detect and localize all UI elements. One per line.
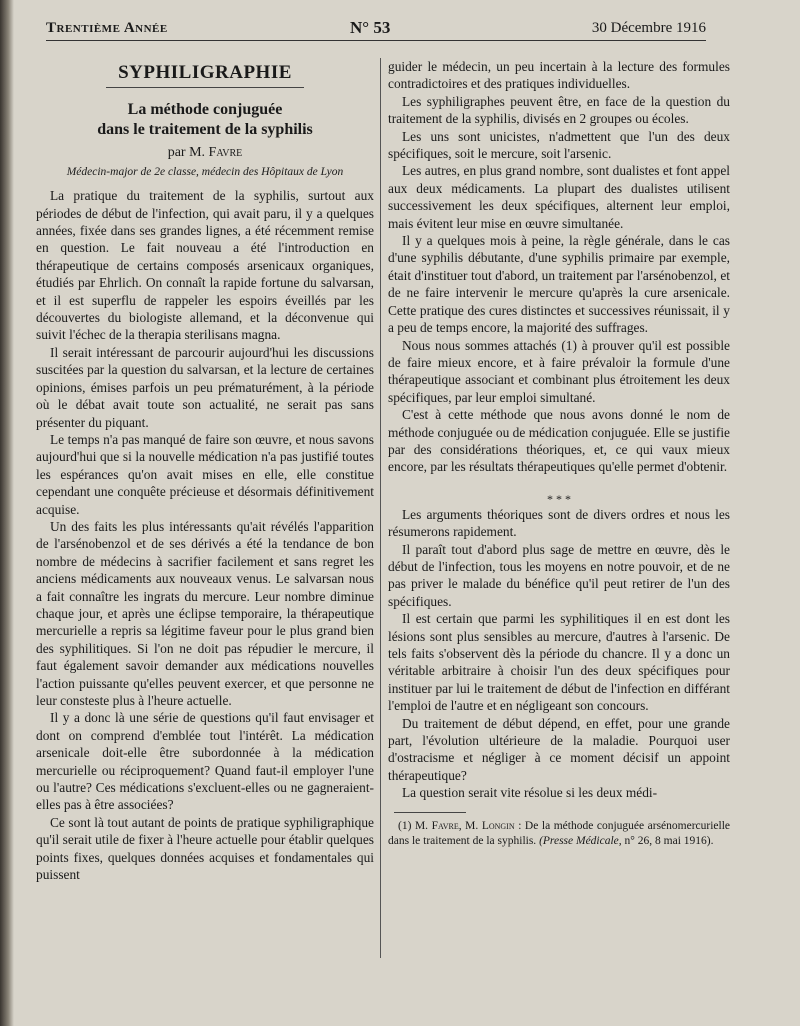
paragraph: Il serait intéressant de parcourir aujourd'hui les discussions suscitées par la question du salvarsan, et la lecture de certaines opinions, émises parfois un peu prématurément, à la période où le débat avait toute son actualité, ne serait pas sans présenter du piquant. xyxy=(36,344,374,430)
article-title xyxy=(36,100,374,140)
section-separator: * * * xyxy=(547,491,571,506)
section-title: SYPHILIGRAPHIE xyxy=(106,64,304,88)
paragraph: Les autres, en plus grand nombre, sont dualistes et font appel aux deux médicaments. La plupart des dualistes utilisent successivement les deux spécifiques, alternent leur emploi, mais évitent leur mise en œuvre simultanée. xyxy=(388,163,730,231)
byline-prefix: par M. xyxy=(167,145,206,161)
paragraph: La pratique du traitement de la syphilis, surtout aux périodes de début de l'infection, qui avait paru, il y a quelques années, fixée dans ses grandes lignes, a été récemment remise en question. Le fait nouveau a été l'introduction en thérapeutique de certains composés arsenicaux organiques, étudiés par Ehrlich. On connaît la rapide fortune du salvarsan, et il est superflu de rappeler les espoirs éveillés par les découvertes du biologiste allemand, et la déconvenue qui suivit l'échec de la therapia sterilisans magna. xyxy=(36,188,374,343)
paragraph: Il paraît tout d'abord plus sage de mettre en œuvre, dès le début de l'infection, tous les moyens en notre pouvoir, et de ne pas priver le malade du bénéfice qu'il peut retirer de l'un des spécifiques. xyxy=(388,541,730,609)
paragraph: Les uns sont unicistes, n'admettent que l'un des deux spécifiques, soit le mercure, soit l'arsenic. xyxy=(388,128,730,162)
header-volume: Trentième Année xyxy=(46,20,168,36)
paragraph: Il y a quelques mois à peine, la règle générale, dans le cas d'une syphilis débutante, d'une syphilis primaire par exemple, était d'instituer tout d'abord, un traitement par l'arsénobenzol, et de ne faire intervenir le mercure qu'après la cure arsenicale. Cette pratique des cures distinctes et successives réunissait, il y a peu de temps encore, la majorité des suffrages. xyxy=(388,233,730,336)
header-issue-number: N° 53 xyxy=(350,18,391,37)
paragraph: Du traitement de début dépend, en effet, pour une grande part, l'évolution ultérieure de la maladie. Pourquoi user d'ostracisme et négliger à ce moment décisif un appoint thérapeutique? xyxy=(388,715,730,783)
footnote xyxy=(388,819,730,849)
paragraph: Un des faits les plus intéressants qu'ait révélés l'apparition de l'arsénobenzol et de ses dérivés a été la tendance de bon nombre de médecins à sacrifier facilement et sans regret les anciens médicaments aux nouveaux venus. Le salvarsan nous a fait connaître les ingrats du mercure. Leur nombre diminue chaque jour, et après une éclipse temporaire, la thérapeutique mercurielle a repris sa légitime faveur pour le plus grand bien des syphilitiques. Si l'on ne doit pas répudier le mercure, il faut également savoir demander aux médications nouvelles l'action puissante qu'elles peuvent exercer, et que personne ne leur consteste plus à l'heure actuelle. xyxy=(36,518,374,708)
paragraph: Ce sont là tout autant de points de pratique syphiligraphique qu'il serait utile de fixer à l'heure actuelle pour établir quelques points fixes, quelques données acquises et fondamentales qui puissent xyxy=(36,814,374,883)
footnote-marker: (1) M. xyxy=(398,819,429,832)
page-binding-shadow xyxy=(0,0,14,1026)
footnote-author-2: Longin xyxy=(481,819,515,832)
footnote-separator: , M. xyxy=(458,819,479,832)
footnote-rule xyxy=(394,812,466,813)
paragraph: Le temps n'a pas manqué de faire son œuvre, et nous savons aujourd'hui que si la nouvelle médication n'a pas justifié toutes les espérances qu'on avait mises en elle, elle constitue cependant une conquête précieuse et désormais définitivement acquise. xyxy=(36,431,374,517)
footnote-text: : De la méthode conjuguée arsénomercurielle dans le traitement de la syphilis. xyxy=(388,819,731,847)
article-title-line-1: La méthode conjuguée xyxy=(127,101,283,119)
paragraph: Les arguments théoriques sont de divers ordres et nous les résumerons rapidement. xyxy=(388,506,730,540)
paragraph: Les syphiligraphes peuvent être, en face de la question du traitement de la syphilis, divisés en 2 groupes ou écoles. xyxy=(388,93,730,127)
page-header xyxy=(46,18,706,41)
paragraph: C'est à cette méthode que nous avons donné le nom de méthode conjuguée ou de médication conjuguée. Elle se justifie par des considérations théoriques, et, ce qui vaux mieux encore, par les résultats thérapeutiques qu'elle permet d'obtenir. xyxy=(388,407,730,475)
paragraph: Il est certain que parmi les syphilitiques il en est dont les lésions sont plus sensibles au mercure, d'autres à l'arsenic. De tels faits s'observent dès la période du chancre. Il y a donc un véritable arbitraire à choisir l'un des deux spécifiques pour instituer par lui le traitement de début de l'infection en différant l'emploi de l'autre et en négligeant son concours. xyxy=(388,611,730,714)
paragraph: guider le médecin, un peu incertain à la lecture des formules contradictoires et des pratiques individuelles. xyxy=(388,59,730,92)
footnote-journal: (Presse Médicale, xyxy=(539,834,622,847)
footnote-reference: n° 26, 8 mai 1916). xyxy=(624,834,714,847)
left-column xyxy=(36,58,374,883)
paragraph: Il y a donc là une série de questions qu'il faut envisager et dont on comprend d'emblée tout l'intérêt. La médication arsenicale doit-elle être subordonnée à la médication mercurielle ou réciproquement? Quand faut-il employer l'une ou l'autre? Ces médications s'excluent-elles ou ne gagneraient-elles pas à être associées? xyxy=(36,710,374,813)
header-date: 30 Décembre 1916 xyxy=(591,20,706,36)
paragraph: La question serait vite résolue si les deux médi- xyxy=(402,785,658,801)
paragraph: Nous nous sommes attachés (1) à prouver qu'il est possible de faire mieux encore, et à faire prévaloir la formule d'une thérapeutique associant et combinant plus étroitement les deux spécifiques, par leur emploi simultané. xyxy=(388,337,730,405)
right-column xyxy=(388,58,730,849)
column-divider xyxy=(380,58,381,958)
article-title-line-2: dans le traitement de la syphilis xyxy=(97,121,313,139)
byline-author: Favre xyxy=(208,145,243,161)
footnote-author-1: Favre xyxy=(431,819,459,832)
article-byline xyxy=(36,144,374,161)
author-affiliation: Médecin-major de 2e classe, médecin des Hôpitaux de Lyon xyxy=(66,165,344,178)
